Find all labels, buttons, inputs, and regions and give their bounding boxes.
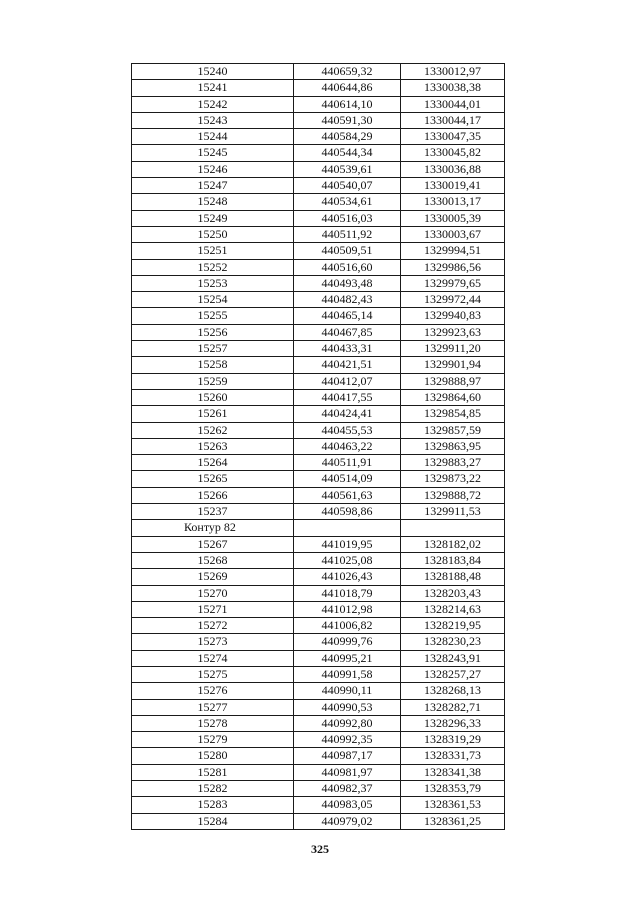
table-row xyxy=(132,764,505,780)
x-coordinate-cell: 440465,14 xyxy=(294,308,401,324)
point-number-cell: 15273 xyxy=(132,634,294,650)
y-coordinate-cell: 1329888,72 xyxy=(401,487,505,503)
table-row xyxy=(132,145,505,161)
x-coordinate-cell: 440511,92 xyxy=(294,226,401,242)
y-coordinate-cell: 1328331,73 xyxy=(401,748,505,764)
x-coordinate-cell: 441019,95 xyxy=(294,536,401,552)
y-coordinate-cell: 1330036,88 xyxy=(401,161,505,177)
x-coordinate-cell: 440516,03 xyxy=(294,210,401,226)
point-number-cell: 15248 xyxy=(132,194,294,210)
y-coordinate-cell: 1328361,53 xyxy=(401,797,505,813)
x-coordinate-cell: 440999,76 xyxy=(294,634,401,650)
y-coordinate-cell: 1329857,59 xyxy=(401,422,505,438)
table-row xyxy=(132,129,505,145)
point-number-cell: 15237 xyxy=(132,504,294,520)
x-coordinate-cell: 440540,07 xyxy=(294,178,401,194)
y-coordinate-cell: 1329911,53 xyxy=(401,504,505,520)
y-coordinate-cell: 1330012,97 xyxy=(401,64,505,80)
point-number-cell: 15281 xyxy=(132,764,294,780)
y-coordinate-cell: 1330038,38 xyxy=(401,80,505,96)
x-coordinate-cell: 440467,85 xyxy=(294,324,401,340)
point-number-cell: 15245 xyxy=(132,145,294,161)
x-coordinate-cell: 440591,30 xyxy=(294,112,401,128)
x-coordinate-cell: 441018,79 xyxy=(294,585,401,601)
table-row xyxy=(132,275,505,291)
x-coordinate-cell: 440983,05 xyxy=(294,797,401,813)
x-coordinate-cell: 440990,53 xyxy=(294,699,401,715)
x-coordinate-cell: 440990,11 xyxy=(294,683,401,699)
point-number-cell: 15250 xyxy=(132,226,294,242)
point-number-cell: 15284 xyxy=(132,813,294,829)
section-label: Контур 82 xyxy=(132,520,294,536)
point-number-cell: 15265 xyxy=(132,471,294,487)
x-coordinate-cell: 440509,51 xyxy=(294,243,401,259)
table-row xyxy=(132,357,505,373)
point-number-cell: 15249 xyxy=(132,210,294,226)
table-row xyxy=(132,324,505,340)
y-coordinate-cell: 1329911,20 xyxy=(401,341,505,357)
point-number-cell: 15259 xyxy=(132,373,294,389)
y-coordinate-cell: 1330045,82 xyxy=(401,145,505,161)
x-coordinate-cell: 440511,91 xyxy=(294,455,401,471)
y-coordinate-cell: 1328183,84 xyxy=(401,552,505,568)
x-coordinate-cell: 440417,55 xyxy=(294,389,401,405)
x-coordinate-cell: 440412,07 xyxy=(294,373,401,389)
y-coordinate-cell: 1329979,65 xyxy=(401,275,505,291)
y-coordinate-cell: 1329873,22 xyxy=(401,471,505,487)
coordinates-table xyxy=(131,63,505,830)
y-coordinate-cell: 1329883,27 xyxy=(401,455,505,471)
x-coordinate-cell: 440987,17 xyxy=(294,748,401,764)
table-row xyxy=(132,715,505,731)
y-coordinate-cell: 1329901,94 xyxy=(401,357,505,373)
y-coordinate-cell: 1328219,95 xyxy=(401,618,505,634)
table-row xyxy=(132,406,505,422)
point-number-cell: 15277 xyxy=(132,699,294,715)
table-row xyxy=(132,422,505,438)
point-number-cell: 15267 xyxy=(132,536,294,552)
table-row xyxy=(132,536,505,552)
y-coordinate-cell: 1328296,33 xyxy=(401,715,505,731)
x-coordinate-cell: 440539,61 xyxy=(294,161,401,177)
point-number-cell: 15251 xyxy=(132,243,294,259)
point-number-cell: 15240 xyxy=(132,64,294,80)
x-coordinate-cell: 440493,48 xyxy=(294,275,401,291)
x-coordinate-cell: 440992,35 xyxy=(294,732,401,748)
table-row xyxy=(132,618,505,634)
x-coordinate-cell: 440516,60 xyxy=(294,259,401,275)
point-number-cell: 15252 xyxy=(132,259,294,275)
section-header-row xyxy=(132,520,505,536)
table-row xyxy=(132,178,505,194)
y-coordinate-cell: 1329854,85 xyxy=(401,406,505,422)
table-row xyxy=(132,455,505,471)
x-coordinate-cell: 440982,37 xyxy=(294,781,401,797)
table-row xyxy=(132,226,505,242)
table-row xyxy=(132,341,505,357)
point-number-cell: 15266 xyxy=(132,487,294,503)
y-coordinate-cell: 1329972,44 xyxy=(401,292,505,308)
point-number-cell: 15255 xyxy=(132,308,294,324)
x-coordinate-cell: 441006,82 xyxy=(294,618,401,634)
x-coordinate-cell: 440544,34 xyxy=(294,145,401,161)
point-number-cell: 15263 xyxy=(132,438,294,454)
x-coordinate-cell: 440979,02 xyxy=(294,813,401,829)
table-row xyxy=(132,748,505,764)
table-row xyxy=(132,699,505,715)
x-coordinate-cell: 441025,08 xyxy=(294,552,401,568)
point-number-cell: 15247 xyxy=(132,178,294,194)
y-coordinate-cell: 1328361,25 xyxy=(401,813,505,829)
table-row xyxy=(132,569,505,585)
table-row xyxy=(132,813,505,829)
point-number-cell: 15276 xyxy=(132,683,294,699)
table-row xyxy=(132,64,505,80)
table-row xyxy=(132,504,505,520)
x-coordinate-cell: 440598,86 xyxy=(294,504,401,520)
empty-cell xyxy=(294,520,401,536)
x-coordinate-cell: 440995,21 xyxy=(294,650,401,666)
table-row xyxy=(132,650,505,666)
y-coordinate-cell: 1328353,79 xyxy=(401,781,505,797)
x-coordinate-cell: 440991,58 xyxy=(294,666,401,682)
table-row xyxy=(132,585,505,601)
table-row xyxy=(132,161,505,177)
point-number-cell: 15282 xyxy=(132,781,294,797)
point-number-cell: 15269 xyxy=(132,569,294,585)
point-number-cell: 15246 xyxy=(132,161,294,177)
y-coordinate-cell: 1328257,27 xyxy=(401,666,505,682)
table-row xyxy=(132,259,505,275)
point-number-cell: 15278 xyxy=(132,715,294,731)
point-number-cell: 15272 xyxy=(132,618,294,634)
point-number-cell: 15243 xyxy=(132,112,294,128)
point-number-cell: 15280 xyxy=(132,748,294,764)
point-number-cell: 15279 xyxy=(132,732,294,748)
x-coordinate-cell: 440561,63 xyxy=(294,487,401,503)
point-number-cell: 15283 xyxy=(132,797,294,813)
point-number-cell: 15264 xyxy=(132,455,294,471)
y-coordinate-cell: 1328319,29 xyxy=(401,732,505,748)
table-row xyxy=(132,487,505,503)
x-coordinate-cell: 440584,29 xyxy=(294,129,401,145)
y-coordinate-cell: 1328282,71 xyxy=(401,699,505,715)
point-number-cell: 15254 xyxy=(132,292,294,308)
y-coordinate-cell: 1328214,63 xyxy=(401,601,505,617)
y-coordinate-cell: 1329994,51 xyxy=(401,243,505,259)
x-coordinate-cell: 440614,10 xyxy=(294,96,401,112)
point-number-cell: 15271 xyxy=(132,601,294,617)
table-row xyxy=(132,438,505,454)
y-coordinate-cell: 1329863,95 xyxy=(401,438,505,454)
y-coordinate-cell: 1328243,91 xyxy=(401,650,505,666)
y-coordinate-cell: 1328268,13 xyxy=(401,683,505,699)
x-coordinate-cell: 440463,22 xyxy=(294,438,401,454)
y-coordinate-cell: 1330044,17 xyxy=(401,112,505,128)
table-row xyxy=(132,732,505,748)
x-coordinate-cell: 440659,32 xyxy=(294,64,401,80)
page-number: 325 xyxy=(311,842,329,856)
table-row xyxy=(132,210,505,226)
y-coordinate-cell: 1328230,23 xyxy=(401,634,505,650)
point-number-cell: 15253 xyxy=(132,275,294,291)
y-coordinate-cell: 1330044,01 xyxy=(401,96,505,112)
point-number-cell: 15274 xyxy=(132,650,294,666)
y-coordinate-cell: 1330013,17 xyxy=(401,194,505,210)
x-coordinate-cell: 440424,41 xyxy=(294,406,401,422)
table-row xyxy=(132,194,505,210)
y-coordinate-cell: 1328182,02 xyxy=(401,536,505,552)
table-row xyxy=(132,683,505,699)
table-row xyxy=(132,112,505,128)
x-coordinate-cell: 440421,51 xyxy=(294,357,401,373)
table-row xyxy=(132,634,505,650)
point-number-cell: 15242 xyxy=(132,96,294,112)
x-coordinate-cell: 440981,97 xyxy=(294,764,401,780)
x-coordinate-cell: 440455,53 xyxy=(294,422,401,438)
table-row xyxy=(132,243,505,259)
table-row xyxy=(132,389,505,405)
y-coordinate-cell: 1328188,48 xyxy=(401,569,505,585)
table-row xyxy=(132,292,505,308)
y-coordinate-cell: 1330003,67 xyxy=(401,226,505,242)
x-coordinate-cell: 440992,80 xyxy=(294,715,401,731)
table-row xyxy=(132,601,505,617)
point-number-cell: 15260 xyxy=(132,389,294,405)
table-row xyxy=(132,666,505,682)
coordinates-table-body xyxy=(132,64,505,830)
y-coordinate-cell: 1330005,39 xyxy=(401,210,505,226)
y-coordinate-cell: 1329923,63 xyxy=(401,324,505,340)
table-row xyxy=(132,373,505,389)
y-coordinate-cell: 1328341,38 xyxy=(401,764,505,780)
x-coordinate-cell: 440433,31 xyxy=(294,341,401,357)
x-coordinate-cell: 440644,86 xyxy=(294,80,401,96)
point-number-cell: 15275 xyxy=(132,666,294,682)
y-coordinate-cell: 1330019,41 xyxy=(401,178,505,194)
point-number-cell: 15257 xyxy=(132,341,294,357)
table-row xyxy=(132,80,505,96)
point-number-cell: 15262 xyxy=(132,422,294,438)
table-row xyxy=(132,552,505,568)
point-number-cell: 15258 xyxy=(132,357,294,373)
point-number-cell: 15270 xyxy=(132,585,294,601)
table-row xyxy=(132,471,505,487)
point-number-cell: 15268 xyxy=(132,552,294,568)
x-coordinate-cell: 441026,43 xyxy=(294,569,401,585)
y-coordinate-cell: 1328203,43 xyxy=(401,585,505,601)
table-row xyxy=(132,308,505,324)
y-coordinate-cell: 1329940,83 xyxy=(401,308,505,324)
table-row xyxy=(132,781,505,797)
x-coordinate-cell: 440514,09 xyxy=(294,471,401,487)
table-row xyxy=(132,96,505,112)
x-coordinate-cell: 440534,61 xyxy=(294,194,401,210)
y-coordinate-cell: 1330047,35 xyxy=(401,129,505,145)
empty-cell xyxy=(401,520,505,536)
y-coordinate-cell: 1329864,60 xyxy=(401,389,505,405)
point-number-cell: 15241 xyxy=(132,80,294,96)
x-coordinate-cell: 441012,98 xyxy=(294,601,401,617)
point-number-cell: 15256 xyxy=(132,324,294,340)
table-row xyxy=(132,797,505,813)
point-number-cell: 15261 xyxy=(132,406,294,422)
x-coordinate-cell: 440482,43 xyxy=(294,292,401,308)
point-number-cell: 15244 xyxy=(132,129,294,145)
y-coordinate-cell: 1329888,97 xyxy=(401,373,505,389)
y-coordinate-cell: 1329986,56 xyxy=(401,259,505,275)
